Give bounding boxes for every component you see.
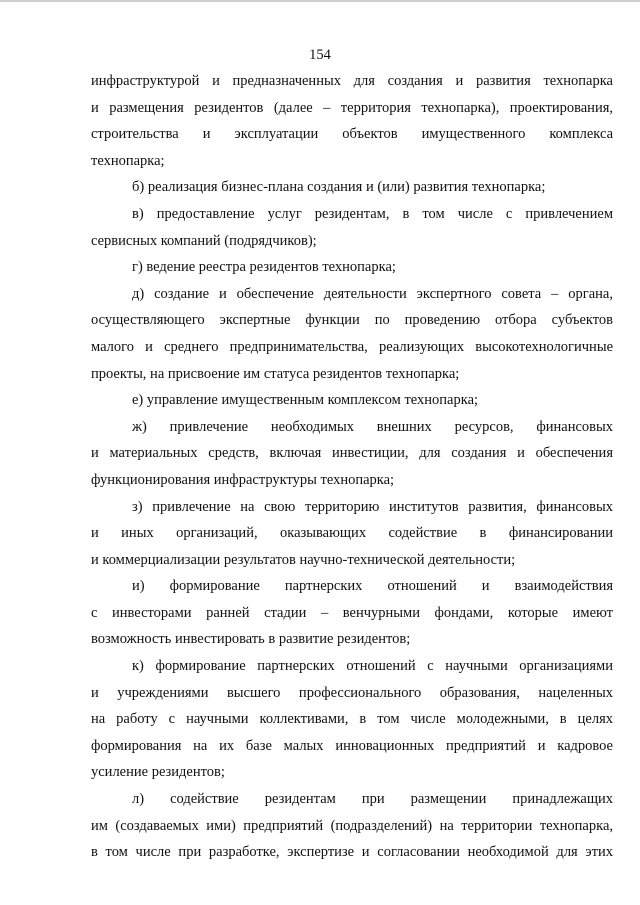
text-line: на работу с научными коллективами, в том числе молодежными, в целях (91, 711, 613, 728)
text-line: осуществляющего экспертные функции по проведению отбора субъектов (91, 312, 613, 329)
text-line: л) содействие резидентам при размещении принадлежащих (132, 791, 613, 808)
text-line: возможность инвестировать в развитие резидентов; (91, 631, 411, 648)
text-line: з) привлечение на свою территорию институтов развития, финансовых (132, 498, 613, 515)
text-line: в) предоставление услуг резидентам, в том числе с привлечением (132, 205, 613, 222)
text-line: им (создаваемых ими) предприятий (подразделений) на территории технопарка, (91, 817, 613, 834)
document-body (91, 68, 613, 866)
text-line: проекты, на присвоение им статуса резидентов технопарка; (91, 365, 460, 382)
text-line: технопарка; (91, 152, 165, 169)
text-line: усиление резидентов; (91, 764, 225, 781)
text-line: строительства и эксплуатации объектов имущественного комплекса (91, 126, 613, 143)
text-line: и материальных средств, включая инвестиции, для создания и обеспечения (91, 445, 613, 462)
text-line: функционирования инфраструктуры технопарка; (91, 471, 395, 488)
page-number: 154 (309, 47, 331, 63)
text-line: малого и среднего предпринимательства, реализующих высокотехнологичные (91, 338, 613, 355)
text-line: сервисных компаний (подрядчиков); (91, 232, 317, 249)
text-line: инфраструктурой и предназначенных для создания и развития технопарка (91, 73, 613, 89)
text-line: г) ведение реестра резидентов технопарка; (132, 259, 396, 276)
text-line: с инвесторами ранней стадии – венчурными фондами, которые имеют (91, 604, 613, 621)
text-line: и размещения резидентов (далее – территория технопарка), проектирования, (91, 99, 613, 116)
text-line: к) формирование партнерских отношений с научными организациями (132, 658, 613, 675)
text-line: и учреждениями высшего профессионального образования, нацеленных (91, 684, 613, 701)
text-line: е) управление имущественным комплексом технопарка; (132, 392, 479, 409)
text-line: в том числе при разработке, экспертизе и согласовании необходимой для этих (91, 844, 613, 861)
text-line: и коммерциализации результатов научно-технической деятельности; (91, 551, 516, 568)
text-line: ж) привлечение необходимых внешних ресурсов, финансовых (132, 418, 613, 435)
text-line: д) создание и обеспечение деятельности экспертного совета – органа, (132, 285, 613, 302)
text-line: и иных организаций, оказывающих содействие в финансировании (91, 525, 613, 542)
text-line: и) формирование партнерских отношений и взаимодействия (132, 578, 613, 595)
text-line: формирования на их базе малых инновационных предприятий и кадровое (91, 737, 613, 754)
page-top-edge (0, 0, 640, 2)
text-line: б) реализация бизнес-плана создания и (или) развития технопарка; (132, 179, 546, 196)
